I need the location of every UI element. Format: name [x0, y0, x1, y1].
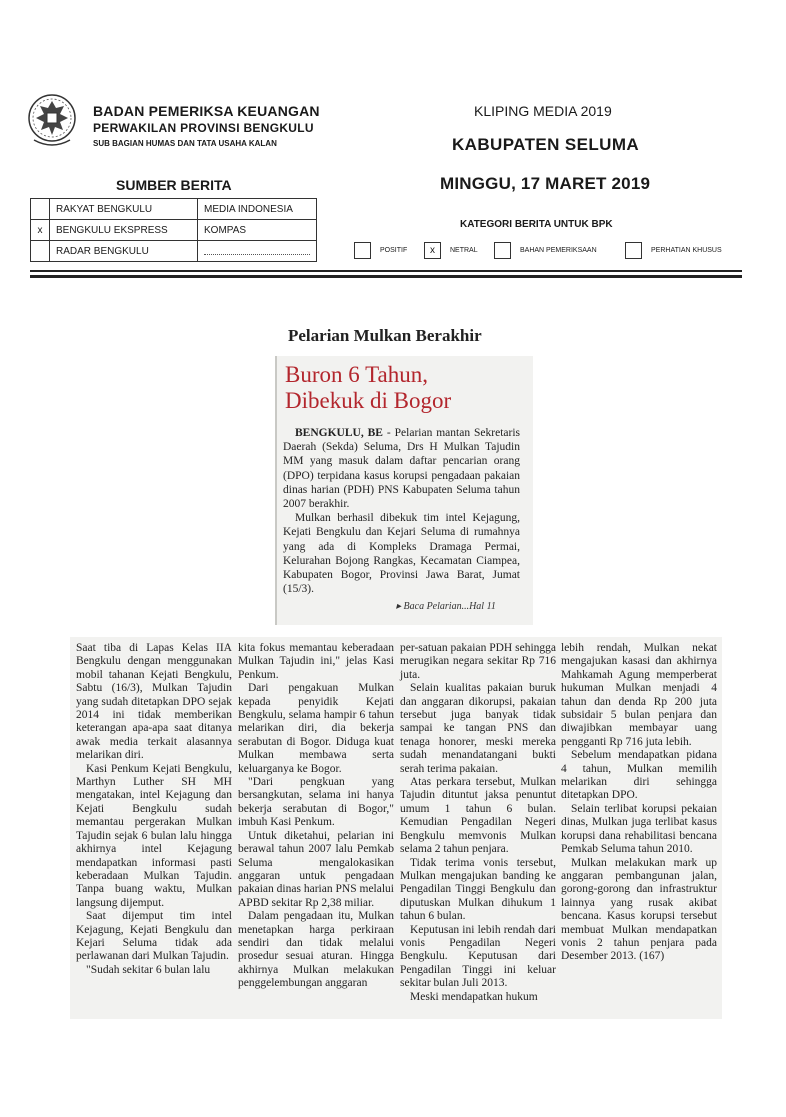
article-lead — [283, 426, 520, 596]
source-table — [30, 198, 317, 262]
source-row — [31, 220, 317, 241]
article-paragraph: Tidak terima vonis tersebut, Mulkan mengajukan banding ke Pengadilan Tinggi Bengkulu dan diputuskan Mulkan dihukum 1 tahun 6 bulan. — [400, 856, 556, 923]
article-column — [561, 642, 717, 964]
article-paragraph: kita fokus memantau keberadaan Mulkan Tajudin ini," jelas Kasi Penkum. — [238, 642, 394, 681]
bpk-garuda-logo — [26, 92, 78, 152]
kategori-item — [424, 242, 478, 259]
kategori-label: BAHAN PEMERIKSAAN — [520, 247, 597, 254]
sumber-berita-title: SUMBER BERITA — [116, 177, 232, 193]
article-paragraph: Dari pengakuan Mulkan kepada penyidik Kejati Bengkulu, selama hampir 6 tahun melarikan diri, dia bekerja serabutan di Bogor. Diduga kuat Mulkan membawa serta keluarganya ke Bogor. — [238, 682, 394, 775]
article-column — [400, 642, 556, 1004]
article-paragraph: lebih rendah, Mulkan nekat mengajukan kasasi dan akhirnya Mahkamah Agung memperberat hukuman Mulkan menjadi 4 tahun dan denda Rp 200 juta subsidair 5 bulan penjara dan diwajibkan membayar uang pengganti Rp 716 juta lebih. — [561, 642, 717, 748]
article-column — [238, 642, 394, 991]
source-name: KOMPAS — [198, 220, 317, 241]
kliping-label: KLIPING MEDIA 2019 — [474, 103, 612, 119]
kategori-checkbox — [354, 242, 371, 259]
article-paragraph: Selain terlibat korupsi pekaian dinas, Mulkan juga terlibat kasus korupsi dana rehabilitasi bencana Pemkab Seluma tahun 2010. — [561, 802, 717, 856]
kabupaten-title: KABUPATEN SELUMA — [452, 135, 640, 154]
source-mark: x — [31, 220, 50, 241]
article-paragraph: "Sudah sekitar 6 bulan lalu — [86, 963, 211, 976]
dateline: BENGKULU, BE — [295, 427, 383, 439]
header-divider — [30, 270, 742, 272]
article-paragraph: Selain kualitas pakaian buruk dan anggaran dikorupsi, pakaian tersebut juga banyak tidak sampai ke tangan PNS dan tenaga honorer, meski mereka sudah menandatangani bukti serah terima pakaian. — [400, 682, 556, 775]
kategori-checkbox — [494, 242, 511, 259]
continued-note: ▸ Baca Pelarian...Hal 11 — [396, 601, 496, 612]
article-kicker: Pelarian Mulkan Berakhir — [288, 326, 482, 345]
header-divider-thick — [30, 275, 742, 278]
article-paragraph: Meski mendapatkan hukum — [410, 990, 538, 1003]
source-row — [31, 199, 317, 220]
source-row — [31, 241, 317, 262]
article-paragraph: Sebelum mendapatkan pidana 4 tahun, Mulkan memilih melarikan diri sehingga ditetapkan DPO. — [561, 749, 717, 802]
publication-date: MINGGU, 17 MARET 2019 — [440, 174, 651, 193]
source-name: MEDIA INDONESIA — [198, 199, 317, 220]
source-name: BENGKULU EKSPRESS — [50, 220, 198, 241]
kategori-label: NETRAL — [450, 247, 478, 254]
continued-text: Baca Pelarian...Hal 11 — [403, 601, 496, 612]
lead-paragraph — [283, 426, 520, 511]
article-paragraph: Atas perkara tersebut, Mulkan Tajudin dituntut jaksa penuntut umum 1 tahun 6 bulan. Kemudian Pengadilan Negeri Bengkulu memvonis Mulkan selama 2 tahun penjara. — [400, 776, 556, 856]
article-paragraph: Dalam pengadaan itu, Mulkan menetapkan harga perkiraan sendiri dan tidak melalui prosedur sesuai aturan. Hingga akhirnya Mulkan melakukan penggelembungan anggaran — [238, 910, 394, 990]
source-blank — [198, 241, 317, 262]
lead-text: - Pelarian mantan Sekretaris Daerah (Sekda) Seluma, Drs H Mulkan Tajudin MM yang masuk dalam daftar pencarian orang (DPO) terpidana kasus korupsi pengadaan pakaian dinas harian (PDH) PNS Kabupaten Seluma tahun 2007 berakhir. — [283, 427, 520, 511]
org-subdivision: SUB BAGIAN HUMAS DAN TATA USAHA KALAN — [93, 139, 277, 148]
article-paragraph: Untuk diketahui, pelarian ini berawal tahun 2007 lalu Pemkab Seluma mengalokasikan anggaran untuk pengadaan pakaian dinas harian PNS melalui APBD sekitar Rp 2,38 miliar. — [238, 829, 394, 909]
article-column — [76, 642, 232, 977]
article-paragraph: Saat tiba di Lapas Kelas IIA Bengkulu dengan menggunakan mobil tahanan Kejati Bengkulu, Sabtu (16/3), Mulkan Tajudin yang sudah ditetapkan DPO sejak 2014 ini tidak memberikan keterangan apa-apa saat ditanya awak media terkait alasannya melarikan diri. — [76, 642, 232, 762]
source-name: RADAR BENGKULU — [50, 241, 198, 262]
kategori-checkbox: x — [424, 242, 441, 259]
org-name: BADAN PEMERIKSA KEUANGAN — [93, 103, 320, 119]
kategori-label: PERHATIAN KHUSUS — [651, 247, 722, 254]
kategori-checkbox — [625, 242, 642, 259]
org-branch: PERWAKILAN PROVINSI BENGKULU — [93, 121, 314, 135]
lead-paragraph: Mulkan berhasil dibekuk tim intel Kejagung, Kejati Bengkulu dan Kejari Seluma di rumahnya yang ada di Kompleks Dramaga Permai, Kelurahan Bojong Rangkas, Kecamatan Ciampea, Kabupaten Bogor, Provinsi Jawa Barat, Jumat (15/3). — [283, 512, 520, 596]
article-paragraph: Mulkan melakukan mark up anggaran pembangunan jalan, gorong-gorong dan infrastruktur lainnya yang rusak akibat bencana. Kasus korupsi tersebut membuat Mulkan mendapatkan vonis 2 tahun penjara pada Desember 2013. (167) — [561, 856, 717, 963]
article-paragraph: Saat dijemput tim intel Kejagung, Kejati Bengkulu dan Kejari Seluma tidak ada perlawanan dari Mulkan Tajudin. — [76, 910, 232, 963]
article-headline: Buron 6 Tahun, Dibekuk di Bogor — [285, 362, 452, 413]
source-mark — [31, 241, 50, 262]
dotted-line — [204, 244, 310, 255]
article-paragraph: "Dari pengkuan yang bersangkutan, selama ini hanya bekerja serabutan di Bogor," imbuh Kasi Penkum. — [238, 776, 394, 829]
article-paragraph: Keputusan ini lebih rendah dari vonis Pengadilan Negeri Bengkulu. Keputusan dari Pengadilan Tinggi ini keluar sekitar bulan Juli 2013. — [400, 923, 556, 990]
kategori-title: KATEGORI BERITA UNTUK BPK — [460, 219, 613, 230]
article-paragraph: per-satuan pakaian PDH sehingga merugikan negara sekitar Rp 716 juta. — [400, 642, 556, 681]
kategori-item — [494, 242, 597, 259]
kategori-label: POSITIF — [380, 247, 408, 254]
source-name: RAKYAT BENGKULU — [50, 199, 198, 220]
kategori-item — [625, 242, 722, 259]
source-mark — [31, 199, 50, 220]
kategori-item — [354, 242, 407, 259]
article-paragraph: Kasi Penkum Kejati Bengkulu, Marthyn Luther SH MH mengatakan, intel Kejagung dan Kejati Bengkulu sudah memantau pergerakan Mulkan Tajudin sejak 6 bulan lalu hingga akhirnya intel Kejagung mendapatkan informasi pasti keberadaan Mulkan Tajudin. Tanpa buang waktu, Mulkan langsung dijemput. — [76, 762, 232, 909]
